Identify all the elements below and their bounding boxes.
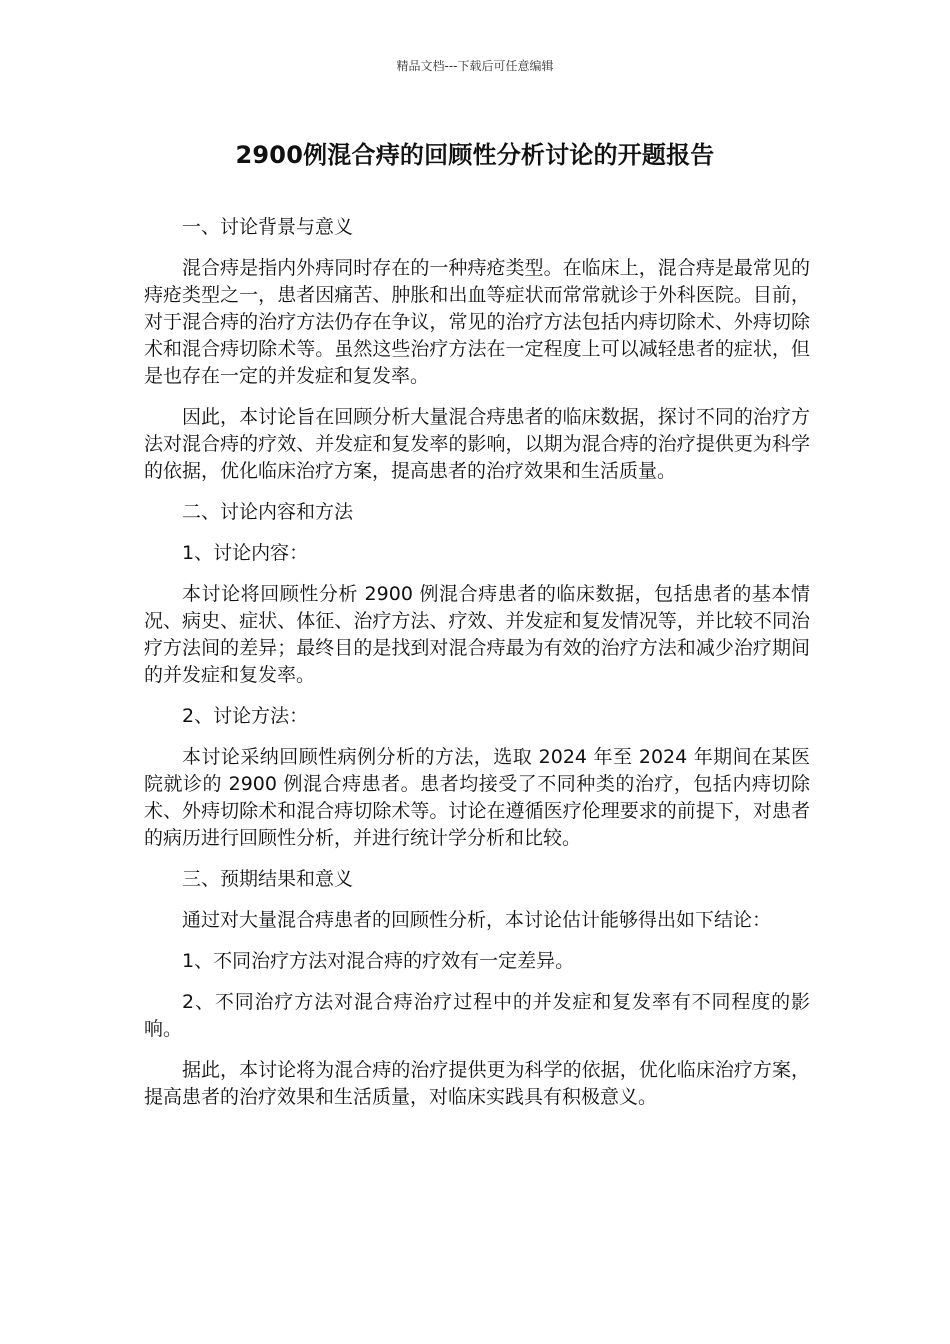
paragraph-conclusion: 据此，本讨论将为混合痔的治疗提供更为科学的依据，优化临床治疗方案，提高患者的治疗效果和生活质量，对临床实践具有积极意义。 (144, 1059, 810, 1108)
document-title: 2900例混合痔的回顾性分析讨论的开题报告 (235, 141, 715, 169)
list-item-result-1: 1、不同治疗方法对混合痔的疗效有一定差异。 (182, 950, 575, 972)
section-heading-background: 一、讨论背景与意义 (182, 216, 354, 238)
paragraph-background-2: 因此，本讨论旨在回顾分析大量混合痔患者的临床数据，探讨不同的治疗方法对混合痔的疗效、并发症和复发率的影响，以期为混合痔的治疗提供更为科学的依据，优化临床治疗方案，提高患者的治疗效果和生活质量。 (144, 406, 810, 482)
paragraph-background-1: 混合痔是指内外痔同时存在的一种痔疮类型。在临床上，混合痔是最常见的痔疮类型之一，患者因痛苦、肿胀和出血等症状而常常就诊于外科医院。目前，对于混合痔的治疗方法仍存在争议，常见的治疗方法包括内痔切除术、外痔切除术和混合痔切除术等。虽然这些治疗方法在一定程度上可以减轻患者的症状，但是也存在一定的并发症和复发率。 (144, 257, 810, 387)
subheading-content: 1、讨论内容： (182, 542, 309, 564)
paragraph-method: 本讨论采纳回顾性病例分析的方法，选取 2024 年至 2024 年期间在某医院就诊的 2900 例混合痔患者。患者均接受了不同种类的治疗，包括内痔切除术、外痔切除术和混合痔切除术等。讨论在遵循医疗伦理要求的前提下，对患者的病历进行回顾性分析，并进行统计学分析和比较。 (144, 746, 810, 849)
section-heading-content-method: 二、讨论内容和方法 (182, 501, 354, 523)
page-header: 精品文档---下载后可任意编辑 (396, 59, 554, 73)
section-heading-expected-results: 三、预期结果和意义 (182, 868, 354, 890)
paragraph-expected-intro: 通过对大量混合痔患者的回顾性分析，本讨论估计能够得出如下结论： (182, 909, 772, 931)
paragraph-content: 本讨论将回顾性分析 2900 例混合痔患者的临床数据，包括患者的基本情况、病史、症状、体征、治疗方法、疗效、并发症和复发情况等，并比较不同治疗方法间的差异；最终目的是找到对混合痔最为有效的治疗方法和减少治疗期间的并发症和复发率。 (144, 583, 810, 686)
document-body (144, 214, 810, 1125)
list-item-result-2: 2、不同治疗方法对混合痔治疗过程中的并发症和复发率有不同程度的影响。 (144, 991, 810, 1040)
subheading-method: 2、讨论方法： (182, 705, 309, 727)
